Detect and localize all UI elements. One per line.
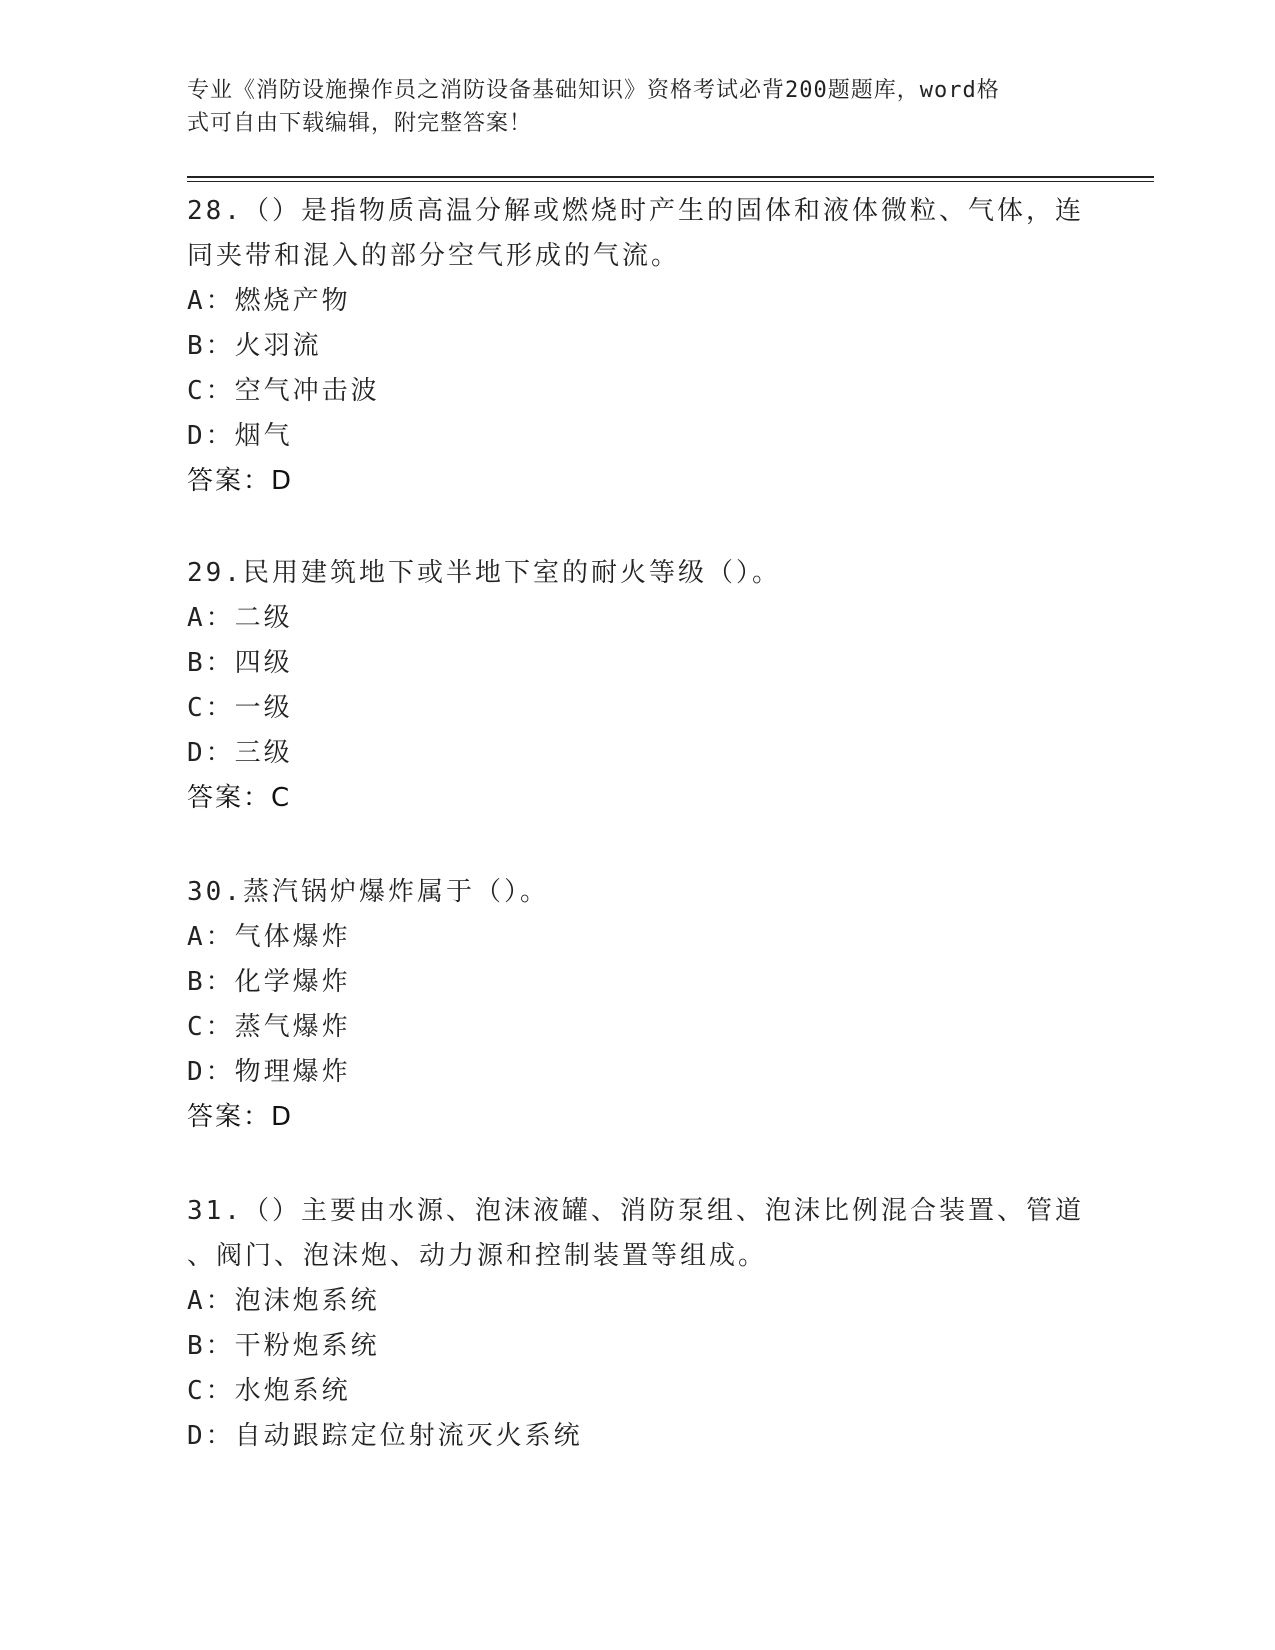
answer: 答案：D xyxy=(187,466,294,496)
question-stem-line: 、阀门、泡沫炮、动力源和控制装置等组成。 xyxy=(187,1241,768,1271)
question-28 xyxy=(187,189,1087,504)
question-stem-line: 29.民用建筑地下或半地下室的耐火等级（）。 xyxy=(187,558,781,588)
option-a: A：泡沫炮系统 xyxy=(187,1286,380,1316)
answer: 答案：D xyxy=(187,1102,294,1132)
question-30 xyxy=(187,870,1087,1140)
header-divider-thick xyxy=(187,176,1154,178)
option-b: B：化学爆炸 xyxy=(187,967,351,997)
question-stem-line: 30.蒸汽锅炉爆炸属于（）。 xyxy=(187,877,549,907)
option-d: D：三级 xyxy=(187,738,293,768)
header-divider-thin xyxy=(187,181,1154,182)
option-d: D：烟气 xyxy=(187,421,293,451)
option-d: D：物理爆炸 xyxy=(187,1057,351,1087)
question-stem-line: 31.（）主要由水源、泡沫液罐、消防泵组、泡沫比例混合装置、管道 xyxy=(187,1196,1084,1226)
question-stem-line: 同夹带和混入的部分空气形成的气流。 xyxy=(187,241,681,271)
option-b: B：火羽流 xyxy=(187,331,322,361)
option-a: A：二级 xyxy=(187,603,293,633)
answer: 答案：C xyxy=(187,783,292,813)
option-d: D：自动跟踪定位射流灭火系统 xyxy=(187,1421,583,1451)
question-29 xyxy=(187,551,1087,821)
option-c: C：一级 xyxy=(187,693,293,723)
option-a: A：燃烧产物 xyxy=(187,286,351,316)
document-header xyxy=(187,74,1067,140)
question-31 xyxy=(187,1189,1087,1459)
option-c: C：蒸气爆炸 xyxy=(187,1012,351,1042)
question-stem-line: 28.（）是指物质高温分解或燃烧时产生的固体和液体微粒、气体，连 xyxy=(187,196,1084,226)
option-a: A：气体爆炸 xyxy=(187,922,351,952)
option-b: B：干粉炮系统 xyxy=(187,1331,380,1361)
option-c: C：空气冲击波 xyxy=(187,376,380,406)
header-line-1: 专业《消防设施操作员之消防设备基础知识》资格考试必背200题题库，word格 xyxy=(187,78,1000,103)
header-line-2: 式可自由下载编辑，附完整答案！ xyxy=(187,111,533,136)
option-b: B：四级 xyxy=(187,648,293,678)
option-c: C：水炮系统 xyxy=(187,1376,351,1406)
